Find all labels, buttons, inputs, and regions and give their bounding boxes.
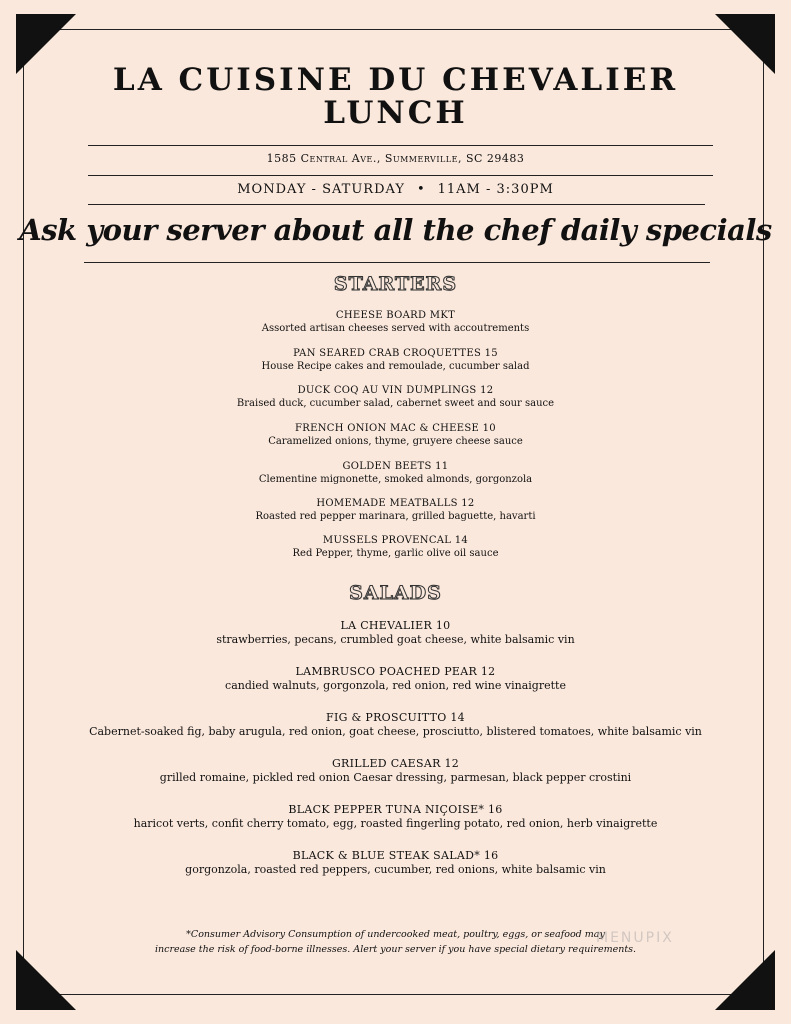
salads-heading: SALADS <box>349 582 442 604</box>
menu-title: LUNCH <box>323 95 468 131</box>
item-description: Red Pepper, thyme, garlic olive oil sauce <box>292 548 499 559</box>
item-name: HOMEMADE MEATBALLS 12 <box>316 498 475 509</box>
item-name: PAN SEARED CRAB CROQUETTES 15 <box>293 348 498 359</box>
item-name: GOLDEN BEETS 11 <box>342 461 449 472</box>
item-name: MUSSELS PROVENCAL 14 <box>322 535 469 546</box>
menu-item <box>0 497 791 523</box>
item-name: BLACK & BLUE STEAK SALAD* 16 <box>292 849 499 862</box>
divider <box>88 204 705 205</box>
days: MONDAY - SATURDAY <box>237 182 405 197</box>
divider <box>88 145 713 146</box>
address: 1585 Central Ave., Summerville, SC 29483 <box>266 152 525 165</box>
advisory-line: increase the risk of food-borne illnesses. Alert your server if you have special dietary requirements. <box>154 944 637 955</box>
item-description: grilled romaine, pickled red onion Caesar dressing, parmesan, black pepper crostini <box>159 771 632 784</box>
menu-item <box>0 757 791 785</box>
menu-item <box>0 849 791 877</box>
corner-ornament-bottom-right <box>715 950 775 1010</box>
menu-item <box>0 347 791 373</box>
menu-item <box>0 309 791 335</box>
menu-item <box>0 711 791 739</box>
item-name: DUCK COQ AU VIN DUMPLINGS 12 <box>297 385 494 396</box>
starters-heading: STARTERS <box>333 273 458 295</box>
hours <box>0 182 791 197</box>
item-description: House Recipe cakes and remoulade, cucumber salad <box>261 361 530 372</box>
item-description: haricot verts, confit cherry tomato, egg, roasted fingerling potato, red onion, herb vinaigrette <box>133 817 658 830</box>
item-name: FRENCH ONION MAC & CHEESE 10 <box>295 423 496 434</box>
item-name: BLACK PEPPER TUNA NIÇOISE* 16 <box>288 803 503 816</box>
item-name: GRILLED CAESAR 12 <box>331 757 460 770</box>
restaurant-name: LA CUISINE DU CHEVALIER <box>112 62 679 98</box>
item-description: strawberries, pecans, crumbled goat cheese, white balsamic vin <box>216 633 575 646</box>
item-description: candied walnuts, gorgonzola, red onion, red wine vinaigrette <box>225 679 566 692</box>
menu-item <box>0 534 791 560</box>
time: 11AM - 3:30PM <box>437 182 554 197</box>
corner-ornament-bottom-left <box>16 950 76 1010</box>
menu-item <box>0 619 791 647</box>
separator: • <box>416 182 426 197</box>
divider <box>84 262 710 263</box>
item-name: LA CHEVALIER 10 <box>340 619 451 632</box>
item-name: CHEESE BOARD MKT <box>335 310 456 321</box>
menu-item <box>0 665 791 693</box>
item-name: FIG & PROSCUITTO 14 <box>326 711 465 724</box>
watermark: MENUPIX <box>596 930 674 946</box>
menu-item <box>0 422 791 448</box>
item-description: Braised duck, cucumber salad, cabernet sweet and sour sauce <box>236 398 555 409</box>
menu-item <box>0 803 791 831</box>
specials-banner: Ask your server about all the chef daily specials <box>19 213 772 247</box>
item-description: Clementine mignonette, smoked almonds, gorgonzola <box>258 474 533 485</box>
item-description: Cabernet-soaked fig, baby arugula, red onion, goat cheese, prosciutto, blistered tomatoes, white balsamic vin <box>89 725 702 738</box>
item-name: LAMBRUSCO POACHED PEAR 12 <box>295 665 496 678</box>
menu-item <box>0 384 791 410</box>
menu-item <box>0 460 791 486</box>
divider <box>88 175 713 176</box>
item-description: gorgonzola, roasted red peppers, cucumber, red onions, white balsamic vin <box>185 863 606 876</box>
item-description: Assorted artisan cheeses served with accoutrements <box>261 323 530 334</box>
item-description: Caramelized onions, thyme, gruyere cheese sauce <box>268 436 523 447</box>
item-description: Roasted red pepper marinara, grilled baguette, havarti <box>255 511 536 522</box>
advisory-line: *Consumer Advisory Consumption of undercooked meat, poultry, eggs, or seafood may <box>186 929 605 940</box>
